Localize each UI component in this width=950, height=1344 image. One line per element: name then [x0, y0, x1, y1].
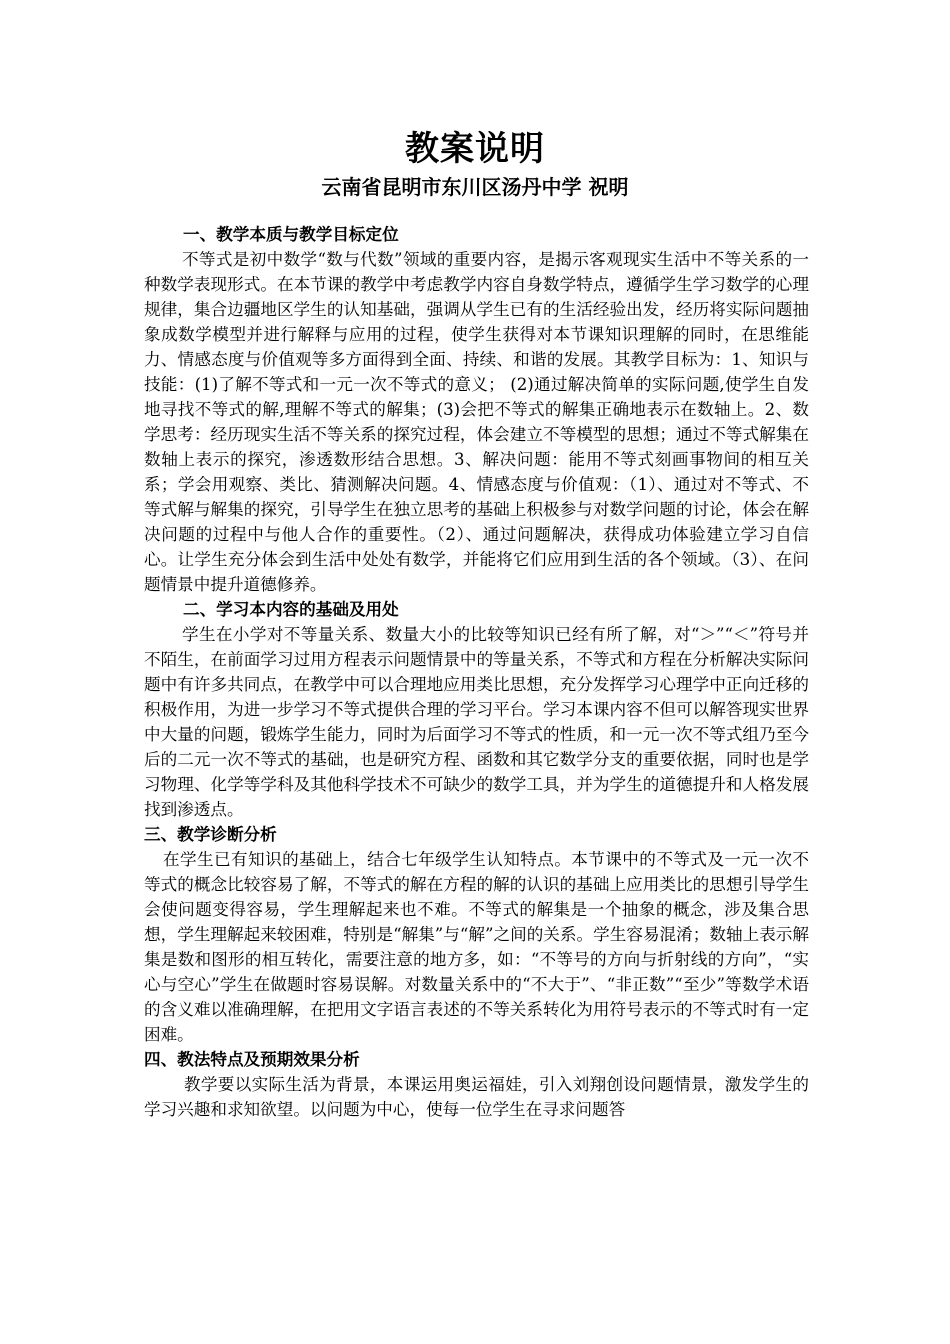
section-heading-3: 三、教学诊断分析 — [144, 824, 277, 844]
section-paragraph-4: 教学要以实际生活为背景，本课运用奥运福娃，引入刘翔创设问题情景，激发学生的学习兴趣和求知欲望。以问题为中心，使每一位学生在寻求问题答 — [144, 1075, 809, 1119]
section-heading-2: 二、学习本内容的基础及用处 — [183, 599, 399, 619]
section-heading-4: 四、教法特点及预期效果分析 — [144, 1049, 360, 1069]
document-body — [144, 222, 809, 1122]
section-paragraph-3: 在学生已有知识的基础上，结合七年级学生认知特点。本节课中的不等式及一元一次不等式的概念比较容易了解，不等式的解在方程的解的认识的基础上应用类比的思想引导学生会使问题变得容易，学生理解起来也不难。不等式的解集是一个抽象的概念，涉及集合思想，学生理解起来较困难，特别是“解集”与“解”之间的关系。学生容易混淆；数轴上表示解集是数和图形的相互转化，需要注意的地方多，如：“不等号的方向与折射线的方向”，“实心与空心”学生在做题时容易误解。对数量关系中的“不大于”、“非正数”“至少”等数学术语的含义难以准确理解，在把用文字语言表述的不等关系转化为用符号表示的不等式时有一定困难。 — [144, 850, 809, 1044]
section-heading-1: 一、教学本质与教学目标定位 — [183, 224, 399, 244]
document-title: 教案说明 — [405, 129, 545, 169]
document-subtitle: 云南省昆明市东川区汤丹中学 祝明 — [321, 175, 629, 199]
section-paragraph-2: 学生在小学对不等量关系、数量大小的比较等知识已经有所了解，对“＞”“＜”符号并不陌生，在前面学习过用方程表示问题情景中的等量关系，不等式和方程在分析解决实际问题中有许多共同点，在教学中可以合理地应用类比思想，充分发挥学习心理学中正向迁移的积极作用，为进一步学习不等式提供合理的学习平台。学习本课内容不但可以解答现实世界中大量的问题，锻炼学生能力，同时为后面学习不等式的性质，和一元一次不等式组乃至今后的二元一次不等式的基础，也是研究方程、函数和其它数学分支的重要依据，同时也是学习物理、化学等学科及其他科学技术不可缺少的数学工具，并为学生的道德提升和人格发展找到渗透点。 — [144, 625, 809, 819]
section-paragraph-1: 不等式是初中数学“数与代数”领域的重要内容，是揭示客观现实生活中不等关系的一种数学表现形式。在本节课的教学中考虑教学内容自身数学特点，遵循学生学习数学的心理规律，集合边疆地区学生的认知基础，强调从学生已有的生活经验出发，经历将实际问题抽象成数学模型并进行解释与应用的过程，使学生获得对本节课知识理解的同时，在思维能力、情感态度与价值观等多方面得到全面、持续、和谐的发展。其教学目标为：1、知识与技能：(1)了解不等式和一元一次不等式的意义； (2)通过解决简单的实际问题,使学生自发地寻找不等式的解,理解不等式的解集；(3)会把不等式的解集正确地表示在数轴上。2、数学思考：经历现实生活不等关系的探究过程，体会建立不等模型的思想；通过不等式解集在数轴上表示的探究，渗透数形结合思想。3、解决问题：能用不等式刻画事物间的相互关系；学会用观察、类比、猜测解决问题。4、情感态度与价值观：（1）、通过对不等式、不等式解与解集的探究，引导学生在独立思考的基础上积极参与对数学问题的讨论，体会在解决问题的过程中与他人合作的重要性。（2）、通过问题解决，获得成功体验建立学习自信心。让学生充分体会到生活中处处有数学，并能将它们应用到生活的各个领域。（3）、在问题情景中提升道德修养。 — [144, 250, 809, 594]
